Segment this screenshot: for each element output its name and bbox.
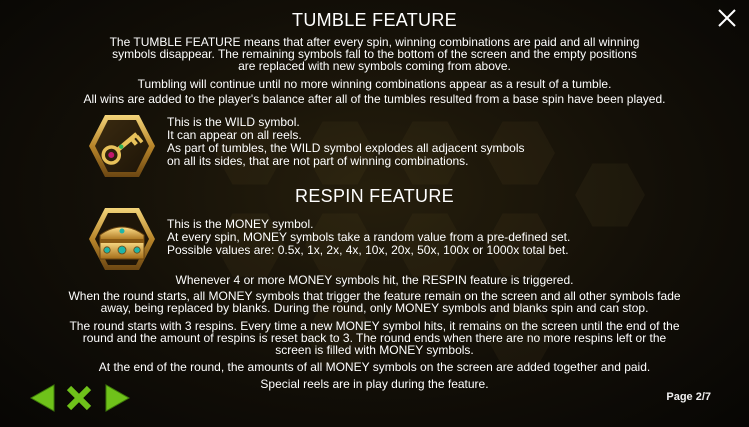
wild-line: on all its sides, that are not part of winning combinations. bbox=[167, 154, 469, 168]
money-line: At every spin, MONEY symbols take a random value from a pre-defined set. bbox=[167, 230, 571, 244]
tumble-line: are replaced with new symbols coming from above. bbox=[238, 59, 511, 73]
wild-line: This is the WILD symbol. bbox=[167, 115, 300, 129]
respin-respins-line: round and the amount of respins is reset back to 3. The round ends when there are no more respins left or the bbox=[82, 331, 667, 345]
money-line: Possible values are: 0.5x, 1x, 2x, 4x, 10x, 20x, 50x, 100x or 1000x total bet. bbox=[167, 243, 569, 257]
money-line: This is the MONEY symbol. bbox=[167, 217, 314, 231]
respin-feature-title: RESPIN FEATURE bbox=[295, 186, 454, 206]
respin-trigger-text bbox=[0, 274, 749, 286]
respin-respins-line: The round starts with 3 respins. Every time a new MONEY symbol hits, it remains on the screen until the end of the bbox=[69, 319, 680, 333]
respin-special-line: Special reels are in play during the feature. bbox=[260, 377, 489, 391]
respin-respins-line: screen is filled with MONEY symbols. bbox=[275, 343, 474, 357]
wild-key-icon bbox=[88, 112, 156, 180]
arrow-right-icon[interactable] bbox=[104, 383, 132, 413]
respin-trigger-line: Whenever 4 or more MONEY symbols hit, the RESPIN feature is triggered. bbox=[175, 273, 574, 287]
tumble-description bbox=[0, 36, 749, 72]
money-description bbox=[167, 218, 570, 257]
respin-round-start-line: away, being replaced by blanks. During the round, only MONEY symbols and blanks spin and can stop. bbox=[100, 301, 649, 315]
tumble-feature-title: TUMBLE FEATURE bbox=[292, 10, 457, 30]
respin-respins-text bbox=[0, 320, 749, 356]
arrow-left-icon[interactable] bbox=[28, 383, 56, 413]
tumble-wins-text bbox=[0, 93, 749, 105]
tumble-line: The TUMBLE FEATURE means that after every spin, winning combinations are paid and all winning bbox=[109, 35, 640, 49]
tumble-continue-line: Tumbling will continue until no more winning combinations appear as a result of a tumble. bbox=[137, 77, 612, 91]
respin-round-start-line: When the round starts, all MONEY symbols that trigger the feature remain on the screen and all other symbols fade bbox=[68, 289, 681, 303]
respin-end-line: At the end of the round, the amounts of all MONEY symbols on the screen are added together and paid. bbox=[98, 360, 651, 374]
wild-description bbox=[167, 116, 525, 168]
wild-line: It can appear on all reels. bbox=[167, 128, 302, 142]
money-chest-icon bbox=[88, 205, 156, 273]
tumble-line: symbols disappear. The remaining symbols fall to the bottom of the screen and the empty positions bbox=[112, 47, 637, 61]
tumble-wins-line: All wins are added to the player's balance after all of the tumbles resulted from a base spin have been played. bbox=[83, 92, 666, 106]
page-indicator: Page 2/7 bbox=[666, 391, 711, 403]
wild-line: As part of tumbles, the WILD symbol explodes all adjacent symbols bbox=[167, 141, 525, 155]
tumble-continue-text bbox=[0, 78, 749, 90]
close-x-icon[interactable] bbox=[64, 383, 94, 413]
respin-round-start-text bbox=[0, 290, 749, 314]
respin-end-text bbox=[0, 361, 749, 373]
